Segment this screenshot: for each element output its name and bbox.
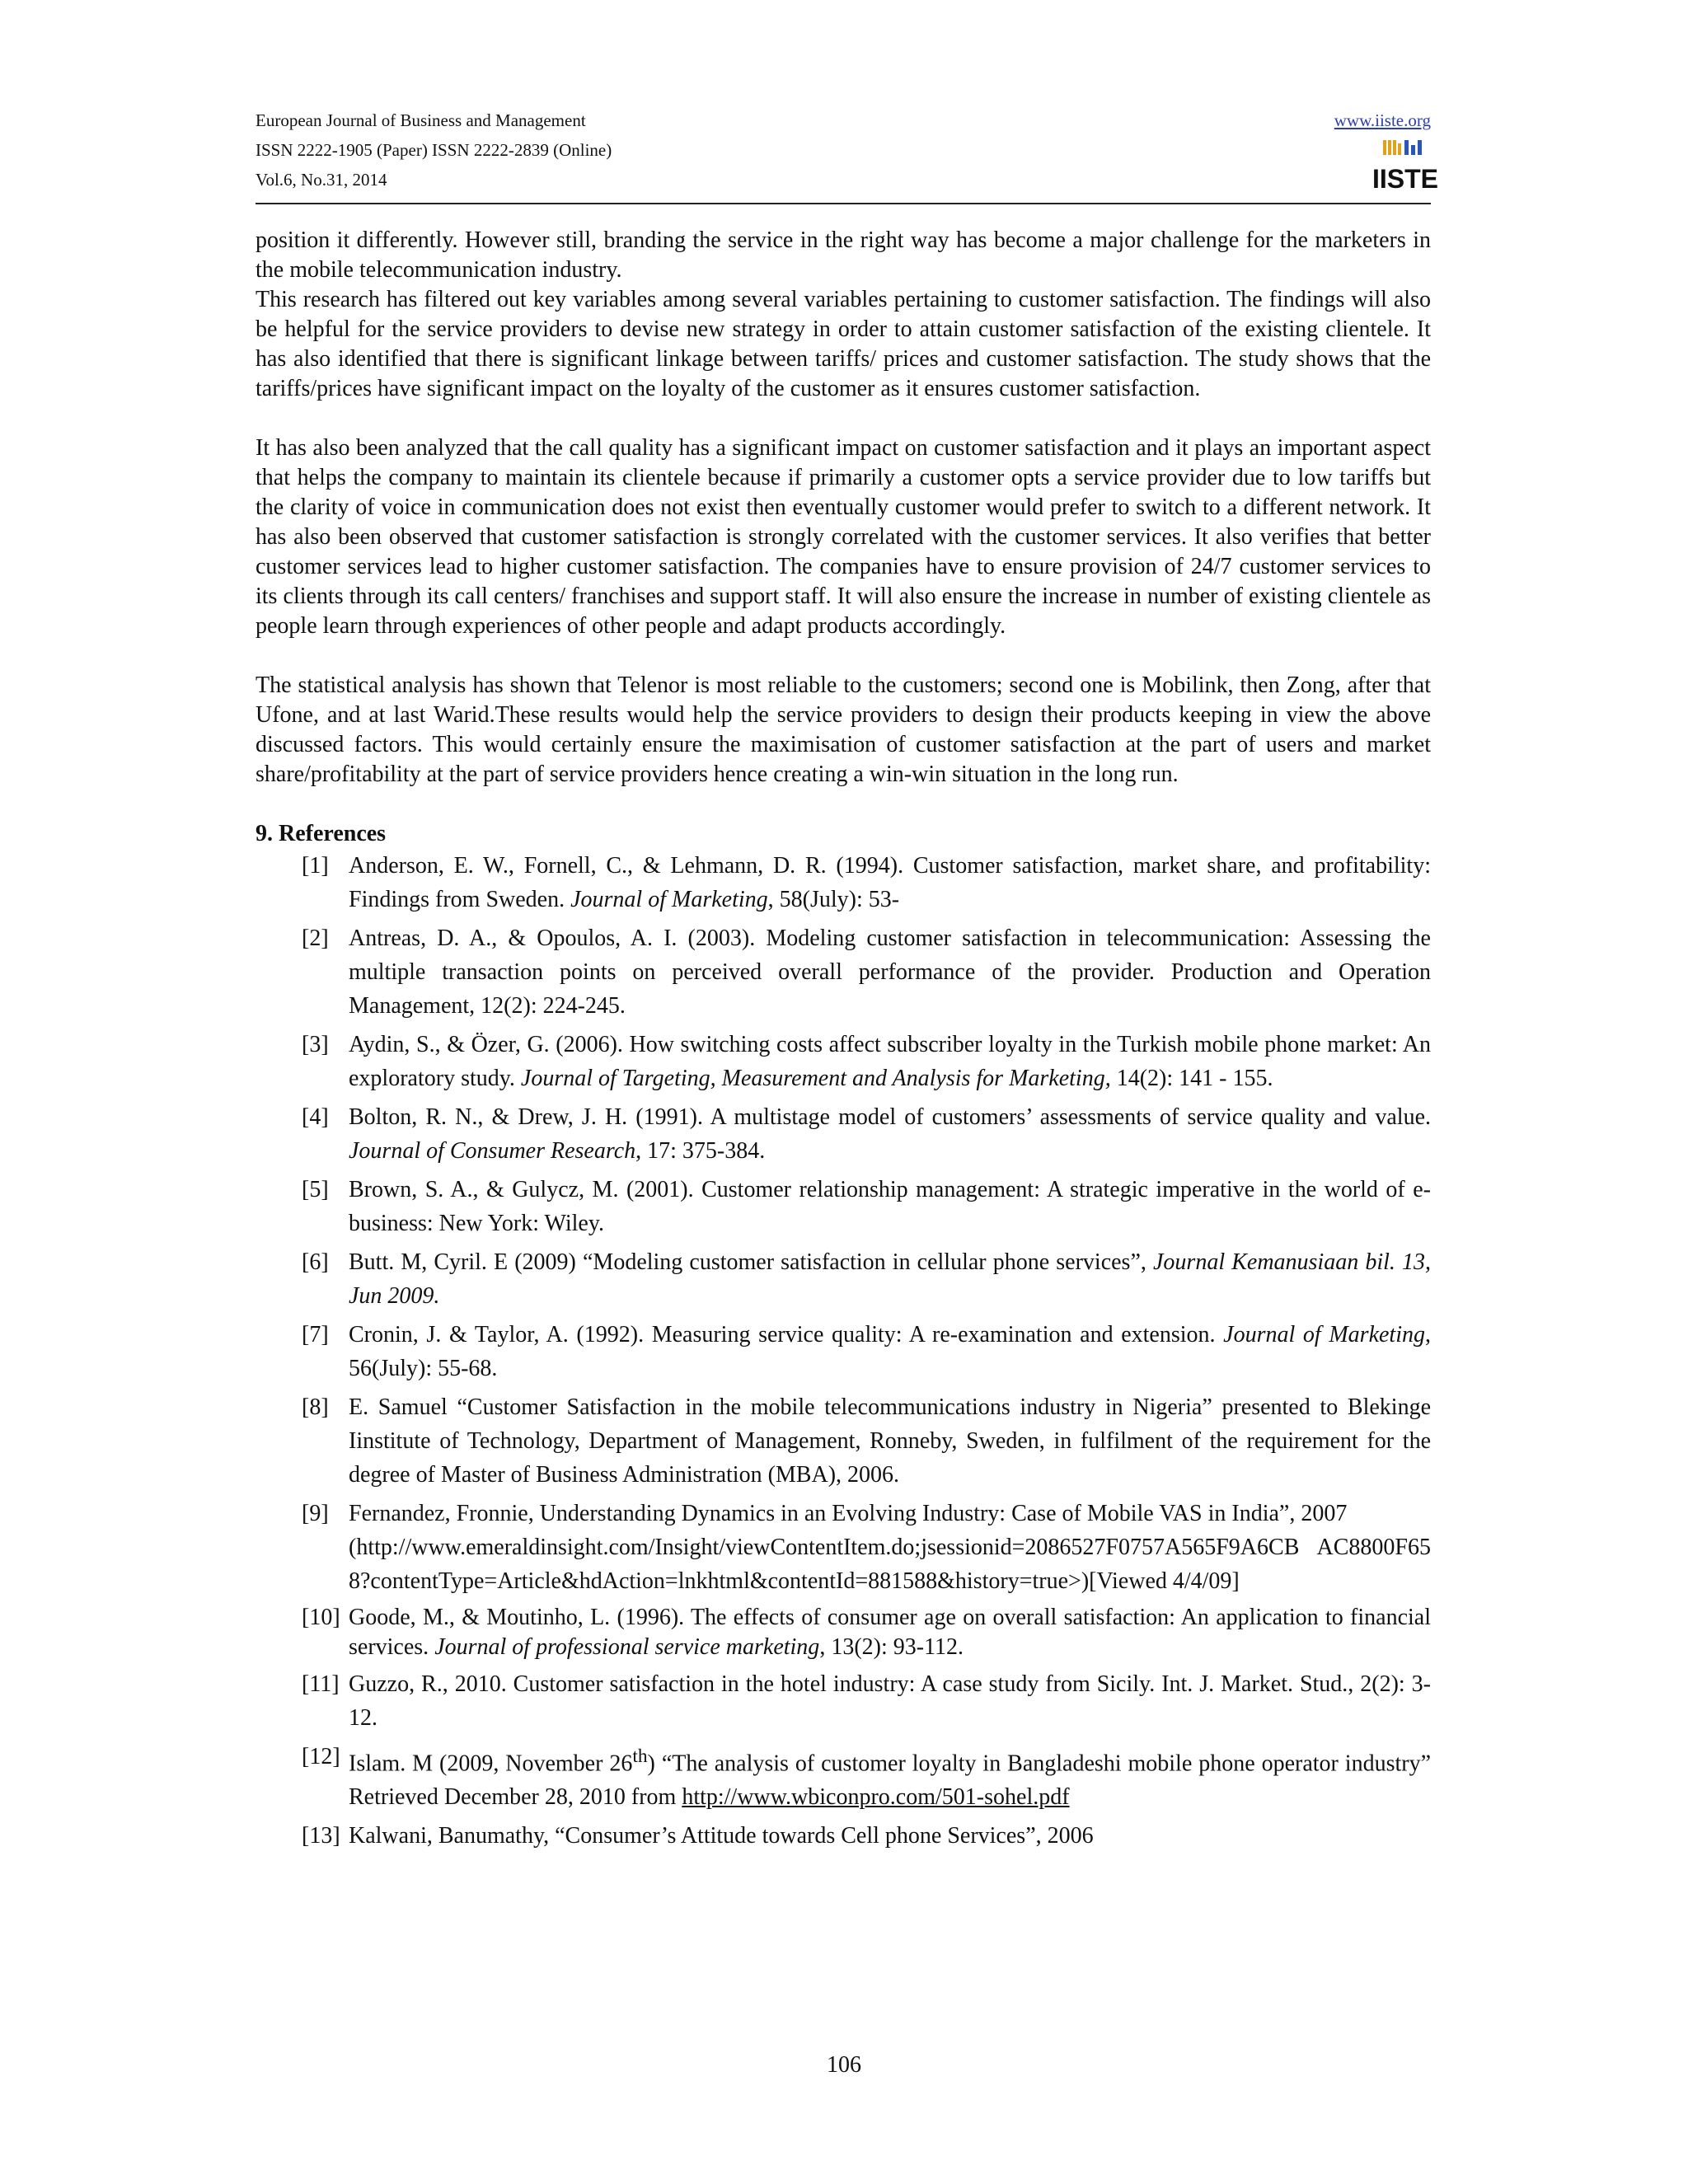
reference-link[interactable]: http://www.wbiconpro.com/501-sohel.pdf (682, 1784, 1070, 1811)
reference-item: [9] Fernandez, Fronnie, Understanding Dynamics in an Evolving Industry: Case of Mobile VAS in India”, 2007 (http://www.emeraldinsight.com/Insight/viewContentItem.do;jsessionid=2086527F0757A565F9A6CB AC8800F658?contentType=Article&hdAction=lnkhtml&contentId=881588&history=true>)[Viewed 4/4/09] (302, 1501, 1431, 1594)
reference-item: [7] Cronin, J. & Taylor, A. (1992). Measuring service quality: A re-examination and extension. Journal of Marketing, 56(July): 55-68. (302, 1322, 1431, 1381)
reference-item: [3] Aydin, S., & Özer, G. (2006). How switching costs affect subscriber loyalty in the Turkish mobile phone market: An exploratory study. Journal of Targeting, Measurement and Analysis for Marketing, 14(2): 141 - 155. (302, 1032, 1431, 1091)
page-content (256, 226, 1431, 1858)
reference-item: [6] Butt. M, Cyril. E (2009) “Modeling customer satisfaction in cellular phone services”, Journal Kemanusiaan bil. 13, Jun 2009. (302, 1249, 1431, 1309)
volume-line: Vol.6, No.31, 2014 (256, 170, 387, 190)
reference-item: [8] E. Samuel “Customer Satisfaction in the mobile telecommunications industry in Nigeria” presented to Blekinge Iinstitute of Technology, Department of Management, Ronneby, Sweden, in fulfilment of the requirement for the degree of Master of Business Administration (MBA), 2006. (302, 1394, 1431, 1488)
reference-item: [2] Antreas, D. A., & Opoulos, A. I. (2003). Modeling customer satisfaction in telecommunication: Assessing the multiple transaction points on perceived overall performance of the provider. Production and Operation Management, 12(2): 224-245. (302, 926, 1431, 1019)
section-number: 9 (256, 821, 267, 846)
issn-line: ISSN 2222-1905 (Paper) ISSN 2222-2839 (Online) (256, 140, 612, 160)
journal-info (256, 105, 612, 194)
page-header (256, 105, 1439, 204)
iiste-logo-icon (1372, 137, 1439, 194)
svg-text:IISTE: IISTE (1372, 164, 1439, 194)
reference-item: [10] Goode, M., & Moutinho, L. (1996). The effects of consumer age on overall satisfaction: An application to financial services. Journal of professional service marketing, 13(2): 93-112. (302, 1605, 1431, 1660)
paragraph-4: The statistical analysis has shown that Telenor is most reliable to the customers; second one is Mobilink, then Zong, after that Ufone, and at last Warid.These results would help the service providers to design their products keeping in view the above discussed factors. This would certainly ensure the maximisation of customer satisfaction at the part of users and market share/profitability at the part of service providers hence creating a win-win situation in the long run. (256, 673, 1431, 787)
reference-item: [13] Kalwani, Banumathy, “Consumer’s Attitude towards Cell phone Services”, 2006 (302, 1823, 1094, 1849)
journal-url-link[interactable]: www.iiste.org (1334, 110, 1431, 130)
references-list (256, 849, 1431, 1853)
header-right (1334, 105, 1439, 199)
journal-name: European Journal of Business and Management (256, 110, 586, 130)
paragraph-2: This research has filtered out key variables among several variables pertaining to customer satisfaction. The findings will also be helpful for the service providers to devise new strategy in order to attain customer satisfaction of the existing clientele. It has also identified that there is significant linkage between tariffs/ prices and customer satisfaction. The study shows that the tariffs/prices have significant impact on the loyalty of the customer as it ensures customer satisfaction. (256, 287, 1431, 401)
reference-item: [5] Brown, S. A., & Gulycz, M. (2001). Customer relationship management: A strategic imperative in the world of e-business: New York: Wiley. (302, 1177, 1431, 1236)
reference-item: [1] Anderson, E. W., Fornell, C., & Lehmann, D. R. (1994). Customer satisfaction, market share, and profitability: Findings from Sweden. Journal of Marketing, 58(July): 53- (302, 853, 1431, 912)
reference-item: [11] Guzzo, R., 2010. Customer satisfaction in the hotel industry: A case study from Sicily. Int. J. Market. Stud., 2(2): 3-12. (302, 1671, 1431, 1731)
reference-item: [12] Islam. M (2009, November 26th) “The analysis of customer loyalty in Bangladeshi mobile phone operator industry” Retrieved December 28, 2010 from http://www.wbiconpro.com/501-sohel.pdf (302, 1744, 1432, 1811)
reference-url: (http://www.emeraldinsight.com/Insight/viewContentItem.do;jsessionid=2086527F0757A565F9A6CB AC8800F658?contentType=Article&hdAction=lnkhtml&contentId=881588&history=true>)[Viewed 4/4/09] (349, 1535, 1431, 1594)
references-title: References (279, 821, 387, 846)
paragraph-1: position it differently. However still, branding the service in the right way has become a major challenge for the marketers in the mobile telecommunication industry. (256, 227, 1431, 283)
page-number: 106 (827, 2052, 861, 2078)
reference-item: [4] Bolton, R. N., & Drew, J. H. (1991). A multistage model of customers’ assessments of service quality and value. Journal of Consumer Research, 17: 375-384. (302, 1104, 1431, 1164)
paragraph-3: It has also been analyzed that the call quality has a significant impact on customer satisfaction and it plays an important aspect that helps the company to maintain its clientele because if primarily a customer opts a service provider due to low tariffs but the clarity of voice in communication does not exist then eventually customer would prefer to switch to a different network. It has also been observed that customer satisfaction is strongly correlated with the customer services. It also verifies that better customer services lead to higher customer satisfaction. The companies have to ensure provision of 24/7 customer services to its clients through its call centers/ franchises and support staff. It will also ensure the increase in number of existing clientele as people learn through experiences of other people and adapt products accordingly. (256, 435, 1431, 639)
references-heading: 9. References (256, 821, 387, 846)
